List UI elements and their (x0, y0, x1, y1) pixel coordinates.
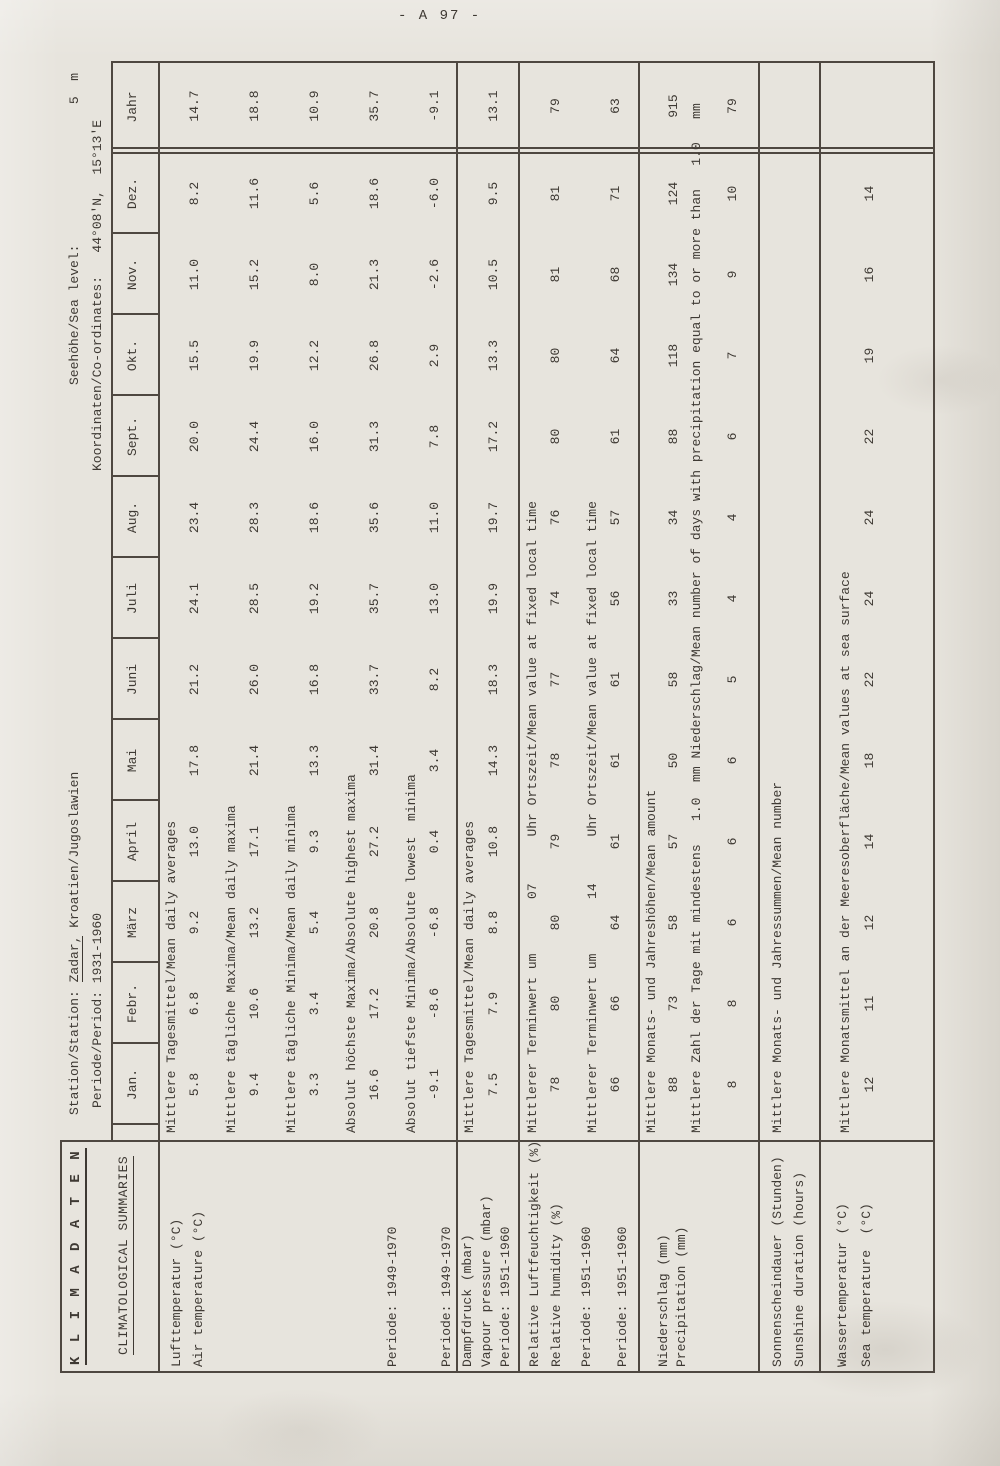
values-row (247, 61, 263, 1125)
values-row (862, 61, 878, 1125)
value-cell: 27.2 (367, 825, 382, 858)
month-header-cell: Juli (125, 582, 140, 615)
month-header-cell: Aug. (125, 501, 140, 534)
value-cell: 66 (608, 1076, 623, 1093)
year-value: 915 (666, 94, 681, 118)
value-cell: 5.8 (187, 1072, 202, 1097)
values-row (486, 61, 502, 1125)
side-label: Relative Luftfeuchtigkeit (%) (527, 1140, 542, 1367)
value-cell: 71 (608, 185, 623, 202)
value-cell: 19.9 (486, 582, 501, 615)
value-cell: 15.2 (247, 258, 262, 291)
side-label: Relative humidity (%) (549, 1203, 564, 1367)
value-cell: 124 (666, 181, 681, 206)
value-cell: 4 (725, 594, 740, 603)
value-cell: 66 (608, 995, 623, 1012)
year-value: 14.7 (187, 90, 202, 122)
period-line: Periode/Period: 1931-1960 (90, 912, 105, 1108)
value-cell: 80 (548, 914, 563, 931)
value-cell: 16.6 (367, 1068, 382, 1101)
values-row (608, 61, 624, 1125)
value-cell: 11.0 (427, 501, 442, 534)
value-cell: 64 (608, 914, 623, 931)
value-cell: 26.0 (247, 663, 262, 696)
value-cell: 57 (666, 833, 681, 850)
title-german: K L I M A D A T E N (68, 1148, 87, 1365)
row-label: Absolut tiefste Minima/Absolute lowest minima (404, 774, 419, 1133)
month-header-cell: März (125, 906, 140, 939)
value-cell: 6 (725, 432, 740, 441)
value-cell: 61 (608, 833, 623, 850)
value-cell: 7.8 (427, 424, 442, 449)
value-cell: -6.8 (427, 906, 442, 939)
value-cell: 3.4 (427, 748, 442, 773)
row-label: Mittlerer Terminwert um 07 Uhr Ortszeit/Mean value at fixed local time (525, 501, 540, 1133)
block-divider (638, 61, 640, 1373)
value-cell: 24 (862, 590, 877, 607)
values-row (427, 61, 443, 1125)
value-cell: 22 (862, 428, 877, 445)
value-cell: 17.8 (187, 744, 202, 777)
year-value: 79 (725, 98, 740, 114)
month-row-top-rule (111, 61, 113, 1142)
value-cell: 0.4 (427, 829, 442, 854)
value-cell: 4 (725, 513, 740, 522)
value-cell: 3.3 (307, 1072, 322, 1097)
value-cell: 13.3 (486, 339, 501, 372)
value-cell: 19.9 (247, 339, 262, 372)
value-cell: 10 (725, 185, 740, 202)
value-cell: 8.0 (307, 262, 322, 287)
value-cell: 88 (666, 428, 681, 445)
station-country: Kroatien/Jugoslawien (67, 771, 82, 936)
value-cell: 34 (666, 509, 681, 526)
page-number: - A 97 - (398, 8, 482, 24)
value-cell: 68 (608, 266, 623, 283)
value-cell: 28.3 (247, 501, 262, 534)
value-cell: 58 (666, 914, 681, 931)
value-cell: -9.1 (427, 1068, 442, 1101)
value-cell: 9 (725, 270, 740, 279)
year-double-rule-1 (111, 152, 935, 154)
row-label: Mittlere Tagesmittel/Mean daily averages (164, 820, 179, 1133)
value-cell: 57 (608, 509, 623, 526)
value-cell: 11.0 (187, 258, 202, 291)
value-cell: 17.1 (247, 825, 262, 858)
value-cell: 19.2 (307, 582, 322, 615)
value-cell: 21.3 (367, 258, 382, 291)
value-cell: 7.9 (486, 991, 501, 1016)
side-label: Periode: 1949-1970 (385, 1226, 400, 1367)
value-cell: 9.5 (486, 181, 501, 206)
side-label: Periode: 1951-1960 (498, 1226, 513, 1367)
value-cell: 80 (548, 347, 563, 364)
value-cell: 31.4 (367, 744, 382, 777)
value-cell: 8.2 (427, 667, 442, 692)
year-double-rule-2 (111, 147, 935, 149)
value-cell: 8.8 (486, 910, 501, 935)
value-cell: 18 (862, 752, 877, 769)
value-cell: 24 (862, 509, 877, 526)
value-cell: 5 (725, 675, 740, 684)
year-value: 13.1 (486, 90, 501, 122)
value-cell: 33.7 (367, 663, 382, 696)
value-cell: 5.4 (307, 910, 322, 935)
label-column-rule (60, 1140, 935, 1142)
value-cell: 28.5 (247, 582, 262, 615)
side-label: Vapour pressure (mbar) (479, 1195, 494, 1367)
value-cell: -8.6 (427, 987, 442, 1020)
row-label: Mittlere Monats- und Jahressummen/Mean number (770, 781, 785, 1133)
side-label: Sunshine duration (hours) (792, 1171, 807, 1367)
value-cell: 24.1 (187, 582, 202, 615)
title-cell-top-rule (60, 1142, 62, 1373)
year-value: 79 (548, 98, 563, 114)
row-label: Absolut höchste Maxima/Absolute highest maxima (344, 774, 359, 1133)
value-cell: 23.4 (187, 501, 202, 534)
coordinates-line: Koordinaten/Co-ordinates: 44°08'N, 15°13'E (90, 119, 105, 471)
climate-table (59, 61, 939, 1373)
value-cell: 12 (862, 914, 877, 931)
table-left-rule (60, 1371, 935, 1373)
value-cell: 13.2 (247, 906, 262, 939)
month-header-cell: Dez. (125, 177, 140, 210)
side-label: Niederschlag (mm) (656, 1234, 671, 1367)
value-cell: 18.6 (307, 501, 322, 534)
value-cell: 61 (608, 428, 623, 445)
value-cell: 13.0 (187, 825, 202, 858)
month-header-cell: Jan. (125, 1068, 140, 1101)
value-cell: 22 (862, 671, 877, 688)
side-label: Sea temperature (°C) (859, 1203, 874, 1367)
value-cell: 31.3 (367, 420, 382, 453)
value-cell: 6 (725, 756, 740, 765)
row-label: Mittlerer Terminwert um 14 Uhr Ortszeit/Mean value at fixed local time (585, 501, 600, 1133)
row-label: Mittlere Monats- und Jahreshöhen/Mean amount (644, 789, 659, 1133)
value-cell: 8.2 (187, 181, 202, 206)
side-label: Precipitation (mm) (674, 1226, 689, 1367)
value-cell: 33 (666, 590, 681, 607)
value-cell: 18.3 (486, 663, 501, 696)
value-cell: 14 (862, 833, 877, 850)
value-cell: 20.8 (367, 906, 382, 939)
value-cell: 8 (725, 999, 740, 1008)
row-label: Mittlere Monatsmittel an der Meeresoberfläche/Mean values at sea surface (838, 571, 853, 1133)
value-cell: 64 (608, 347, 623, 364)
values-row (187, 61, 203, 1125)
value-cell: 21.4 (247, 744, 262, 777)
value-cell: 24.4 (247, 420, 262, 453)
value-cell: 21.2 (187, 663, 202, 696)
month-row-bottom-rule (158, 61, 160, 1373)
month-header-cell: Febr. (125, 984, 140, 1024)
value-cell: -6.0 (427, 177, 442, 210)
value-cell: 73 (666, 995, 681, 1012)
month-header-cell: Mai (125, 748, 140, 773)
value-cell: 74 (548, 590, 563, 607)
values-row (725, 61, 741, 1125)
value-cell: 78 (548, 1076, 563, 1093)
value-cell: 11.6 (247, 177, 262, 210)
value-cell: 80 (548, 995, 563, 1012)
value-cell: 88 (666, 1076, 681, 1093)
value-cell: 15.5 (187, 339, 202, 372)
value-cell: 2.9 (427, 343, 442, 368)
side-label: Dampfdruck (mbar) (460, 1234, 475, 1367)
values-row (307, 61, 323, 1125)
side-label: Periode: 1951-1960 (579, 1226, 594, 1367)
value-cell: 3.4 (307, 991, 322, 1016)
value-cell: 56 (608, 590, 623, 607)
value-cell: 20.0 (187, 420, 202, 453)
value-cell: 6.8 (187, 991, 202, 1016)
value-cell: 17.2 (367, 987, 382, 1020)
value-cell: 26.8 (367, 339, 382, 372)
year-value: 10.9 (307, 90, 322, 122)
value-cell: 16 (862, 266, 877, 283)
year-header-cell: Jahr (125, 91, 140, 123)
title-english: CLIMATOLOGICAL SUMMARIES (116, 1156, 134, 1355)
values-row (367, 61, 383, 1125)
value-cell: 12 (862, 1076, 877, 1093)
value-cell: 10.6 (247, 987, 262, 1020)
value-cell: 35.7 (367, 582, 382, 615)
value-cell: 19.7 (486, 501, 501, 534)
months-header-row (125, 153, 141, 1125)
block-divider (758, 61, 760, 1373)
side-label: Wassertemperatur (°C) (835, 1203, 850, 1367)
value-cell: 7.5 (486, 1072, 501, 1097)
month-header-cell: April (125, 822, 140, 862)
value-cell: 8 (725, 1080, 740, 1089)
block-divider (456, 61, 458, 1373)
year-value: 18.8 (247, 90, 262, 122)
values-row (666, 61, 682, 1125)
year-value: 63 (608, 98, 623, 114)
value-cell: 81 (548, 266, 563, 283)
value-cell: 11 (862, 995, 877, 1012)
block-divider (819, 61, 821, 1373)
value-cell: 9.2 (187, 910, 202, 935)
value-cell: 35.6 (367, 501, 382, 534)
value-cell: 58 (666, 671, 681, 688)
month-header-cell: Sept. (125, 417, 140, 457)
value-cell: 16.8 (307, 663, 322, 696)
value-cell: 134 (666, 262, 681, 287)
side-label: Periode: 1951-1960 (615, 1226, 630, 1367)
station-label: Station/Station: (67, 982, 82, 1115)
year-value: 35.7 (367, 90, 382, 122)
value-cell: 14.3 (486, 744, 501, 777)
row-label: Mittlere tägliche Maxima/Mean daily maxima (224, 805, 239, 1133)
value-cell: 79 (548, 833, 563, 850)
value-cell: 118 (666, 343, 681, 368)
value-cell: 14 (862, 185, 877, 202)
value-cell: 10.5 (486, 258, 501, 291)
sea-level-line: Seehöhe/Sea level: 5 m (67, 72, 82, 385)
value-cell: 13.3 (307, 744, 322, 777)
row-label: Mittlere Zahl der Tage mit mindestens 1.0 mm Niederschlag/Mean number of days with precipitation equal to or more than 1.0 mm (689, 103, 704, 1133)
value-cell: 7 (725, 351, 740, 360)
month-header-cell: Juni (125, 663, 140, 696)
value-cell: 9.4 (247, 1072, 262, 1097)
month-header-cell: Nov. (125, 258, 140, 291)
value-cell: 9.3 (307, 829, 322, 854)
value-cell: 76 (548, 509, 563, 526)
station-line (67, 772, 83, 1115)
side-label: Periode: 1949-1970 (439, 1226, 454, 1367)
row-label: Mittlere tägliche Minima/Mean daily minima (284, 805, 299, 1133)
row-label: Mittlere Tagesmittel/Mean daily averages (462, 820, 477, 1133)
value-cell: 17.2 (486, 420, 501, 453)
values-row (548, 61, 564, 1125)
value-cell: -2.6 (427, 258, 442, 291)
value-cell: 13.0 (427, 582, 442, 615)
value-cell: 81 (548, 185, 563, 202)
value-cell: 80 (548, 428, 563, 445)
value-cell: 61 (608, 752, 623, 769)
value-cell: 10.8 (486, 825, 501, 858)
value-cell: 6 (725, 918, 740, 927)
value-cell: 16.0 (307, 420, 322, 453)
value-cell: 77 (548, 671, 563, 688)
station-name: Zadar, (67, 935, 82, 983)
side-label: Sonnenscheindauer (Stunden) (770, 1156, 785, 1367)
value-cell: 12.2 (307, 339, 322, 372)
value-cell: 18.6 (367, 177, 382, 210)
value-cell: 50 (666, 752, 681, 769)
side-label: Air temperature (°C) (191, 1210, 206, 1367)
side-label: Lufttemperatur (°C) (169, 1218, 184, 1367)
month-header-cell: Okt. (125, 339, 140, 372)
table-bottom-rule (933, 61, 935, 1373)
block-divider (518, 61, 520, 1373)
value-cell: 19 (862, 347, 877, 364)
value-cell: 6 (725, 837, 740, 846)
value-cell: 78 (548, 752, 563, 769)
table-right-rule (111, 61, 935, 63)
value-cell: 61 (608, 671, 623, 688)
value-cell: 5.6 (307, 181, 322, 206)
values-row (794, 61, 810, 1125)
year-value: -9.1 (427, 90, 442, 122)
